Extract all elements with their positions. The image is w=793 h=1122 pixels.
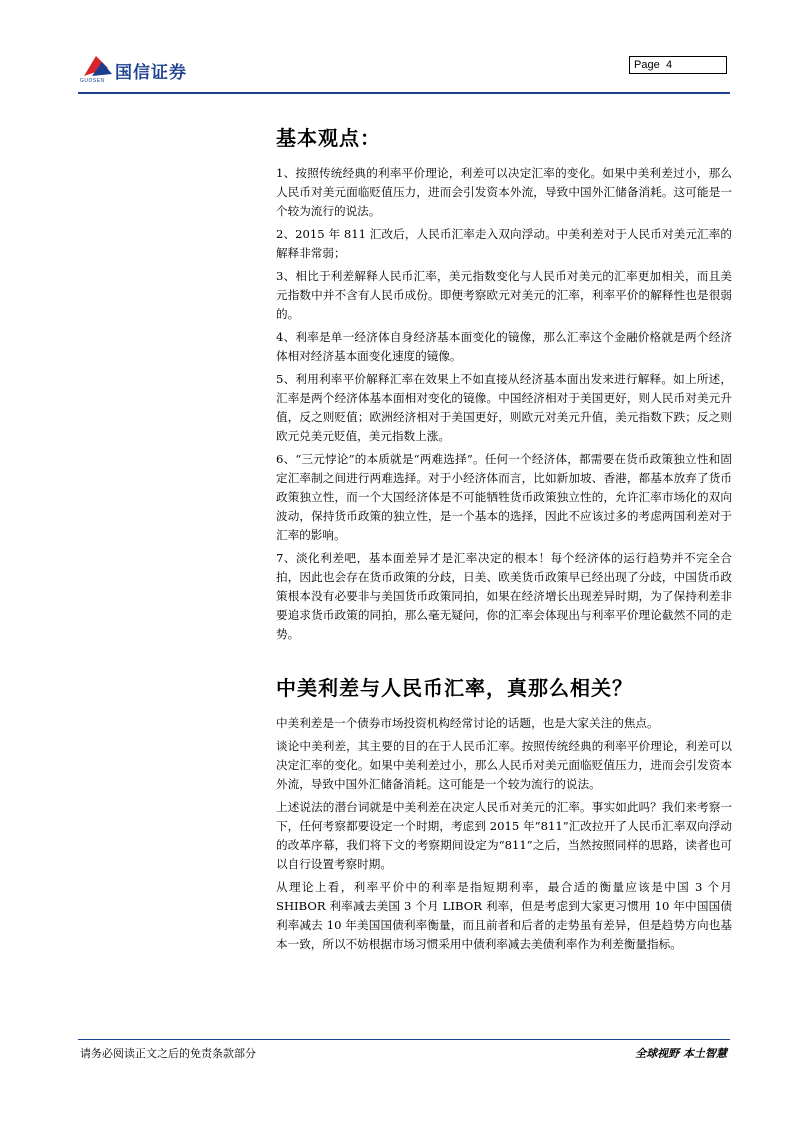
main-content bbox=[276, 120, 732, 958]
page-label: Page bbox=[634, 59, 660, 71]
footer-divider bbox=[78, 1039, 730, 1040]
key-point-6: 6、“三元悖论”的本质就是“两难选择”。任何一个经济体，都需要在货币政策独立性和固定汇率制之间进行两难选择。对于小经济体而言，比如新加坡、香港，都基本放弃了货币政策独立性，而一个大国经济体是不可能牺牲货币政策独立性的，允许汇率市场化的双向波动，保持货币政策的独立性，是一个基本的选择，因此不应该过多的考虑两国利差对于汇率的影响。 bbox=[276, 452, 732, 542]
header-divider bbox=[78, 92, 730, 94]
key-point-3: 3、相比于利差解释人民币汇率，美元指数变化与人民币对美元的汇率更加相关，而且美元指数中并不含有人民币成份。即便考察欧元对美元的汇率，利率平价的解释性也是很弱的。 bbox=[276, 269, 732, 321]
page-number: 4 bbox=[666, 59, 673, 71]
body-paragraph: 上述说法的潜台词就是中美利差在决定人民币对美元的汇率。事实如此吗？我们来考察一下，任何考察都要设定一个时期，考虑到 2015 年“811”汇改拉开了人民币汇率双向浮动的改革序幕，我们将下文的考察期间设定为“811”之后，当然按照同样的思路，读者也可以自行设置考察时期。 bbox=[276, 800, 732, 871]
page-indicator bbox=[629, 56, 727, 74]
brand-name: 国信证券 bbox=[115, 63, 187, 83]
footer-disclaimer: 请务必阅读正文之后的免责条款部分 bbox=[80, 1047, 256, 1060]
key-point-2: 2、2015 年 811 汇改后，人民币汇率走入双向浮动。中美利差对于人民币对美元汇率的解释非常弱； bbox=[276, 227, 732, 260]
section-title-spread-vs-fx: 中美利差与人民币汇率，真那么相关？ bbox=[276, 676, 633, 700]
company-logo bbox=[80, 50, 210, 90]
body-paragraph: 谈论中美利差，其主要的目的在于人民币汇率。按照传统经典的利率平价理论，利差可以决定汇率的变化。如果中美利差过小，那么人民币对美元面临贬值压力，进而会引发资本外流，导致中国外汇储备消耗。这可能是一个较为流行的说法。 bbox=[276, 739, 732, 791]
logo-mark-icon bbox=[80, 50, 114, 80]
key-point-7: 7、淡化利差吧，基本面差异才是汇率决定的根本！每个经济体的运行趋势并不完全合拍，因此也会存在货币政策的分歧，日美、欧美货币政策早已经出现了分歧，中国货币政策根本没有必要非与美国货币政策同拍，如果在经济增长出现差异时期，为了保持利差非要追求货币政策的同拍，那么毫无疑问，你的汇率会体现出与利率平价理论截然不同的走势。 bbox=[276, 551, 732, 641]
body-paragraph: 从理论上看，利率平价中的利率是指短期利率，最合适的衡量应该是中国 3 个月 SHIBOR 利率减去美国 3 个月 LIBOR 利率，但是考虑到大家更习惯用 10 年中国国债利率减去 10 年美国国债利率衡量，而且前者和后者的走势虽有差异，但是趋势方向也基本一致，所以不妨根据市场习惯采用中债利率减去美债利率作为利差衡量指标。 bbox=[276, 880, 732, 951]
key-point-5: 5、利用利率平价解释汇率在效果上不如直接从经济基本面出发来进行解释。如上所述，汇率是两个经济体基本面相对变化的镜像。中国经济相对于美国更好，则人民币对美元升值，反之则贬值；欧洲经济相对于美国更好，则欧元对美元升值，美元指数下跌；反之则欧元兑美元贬值，美元指数上涨。 bbox=[276, 372, 732, 443]
key-point-1: 1、按照传统经典的利率平价理论，利差可以决定汇率的变化。如果中美利差过小，那么人民币对美元面临贬值压力，进而会引发资本外流，导致中国外汇储备消耗。这可能是一个较为流行的说法。 bbox=[276, 166, 732, 218]
section-title-key-points: 基本观点： bbox=[276, 126, 381, 150]
footer-slogan: 全球视野 本土智慧 bbox=[635, 1047, 727, 1060]
body-paragraph: 中美利差是一个债券市场投资机构经常讨论的话题，也是大家关注的焦点。 bbox=[276, 716, 659, 730]
brand-name-en: GUOSEN bbox=[80, 78, 105, 84]
key-point-4: 4、利率是单一经济体自身经济基本面变化的镜像，那么汇率这个金融价格就是两个经济体相对经济基本面变化速度的镜像。 bbox=[276, 330, 732, 363]
